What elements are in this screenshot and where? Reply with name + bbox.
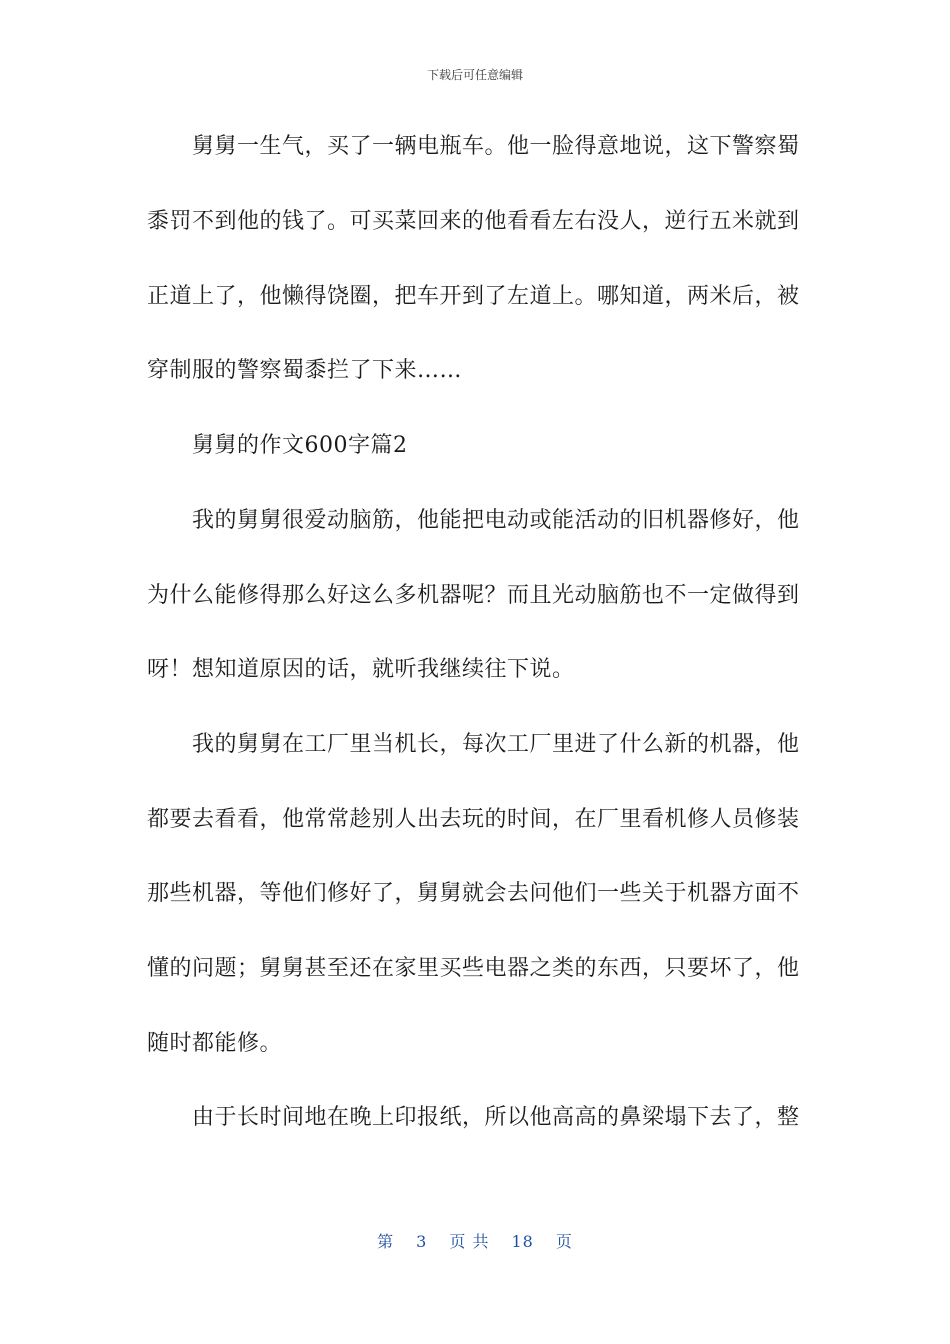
paragraph-3-line-5: 随时都能修。 (147, 1031, 283, 1056)
paragraph-3-line-3: 那些机器，等他们修好了，舅舅就会去问他们一些关于机器方面不 (147, 881, 800, 906)
footer-mid: 页 共 (449, 1232, 490, 1251)
paragraph-4-line-1: 由于长时间地在晚上印报纸，所以他高高的鼻梁塌下去了，整 (192, 1105, 800, 1130)
current-page-number: 3 (416, 1232, 428, 1251)
paragraph-1-line-1: 舅舅一生气，买了一辆电瓶车。他一脸得意地说，这下警察蜀 (192, 134, 800, 159)
page-footer (0, 1229, 950, 1252)
paragraph-3-line-4: 懂的问题；舅舅甚至还在家里买些电器之类的东西，只要坏了，他 (147, 956, 800, 981)
total-pages-number: 18 (511, 1232, 534, 1251)
paragraph-1-line-4: 穿制服的警察蜀黍拦了下来…… (147, 358, 463, 383)
paragraph-1-line-2: 黍罚不到他的钱了。可买菜回来的他看看左右没人，逆行五米就到 (147, 209, 800, 234)
paragraph-2-line-3: 呀！想知道原因的话，就听我继续往下说。 (147, 657, 575, 682)
footer-suffix: 页 (555, 1232, 573, 1251)
paragraph-1-line-3: 正道上了，他懒得饶圈，把车开到了左道上。哪知道，两米后，被 (147, 284, 800, 309)
footer-prefix: 第 (377, 1232, 395, 1251)
section-heading: 舅舅的作文600字篇2 (192, 433, 408, 458)
paragraph-2-line-2: 为什么能修得那么好这么多机器呢？而且光动脑筋也不一定做得到 (147, 583, 800, 608)
paragraph-3-line-2: 都要去看看，他常常趁别人出去玩的时间，在厂里看机修人员修装 (147, 807, 800, 832)
page-header-note: 下载后可任意编辑 (426, 68, 523, 82)
paragraph-2-line-1: 我的舅舅很爱动脑筋，他能把电动或能活动的旧机器修好，他 (192, 508, 800, 533)
paragraph-3-line-1: 我的舅舅在工厂里当机长，每次工厂里进了什么新的机器，他 (192, 732, 800, 757)
